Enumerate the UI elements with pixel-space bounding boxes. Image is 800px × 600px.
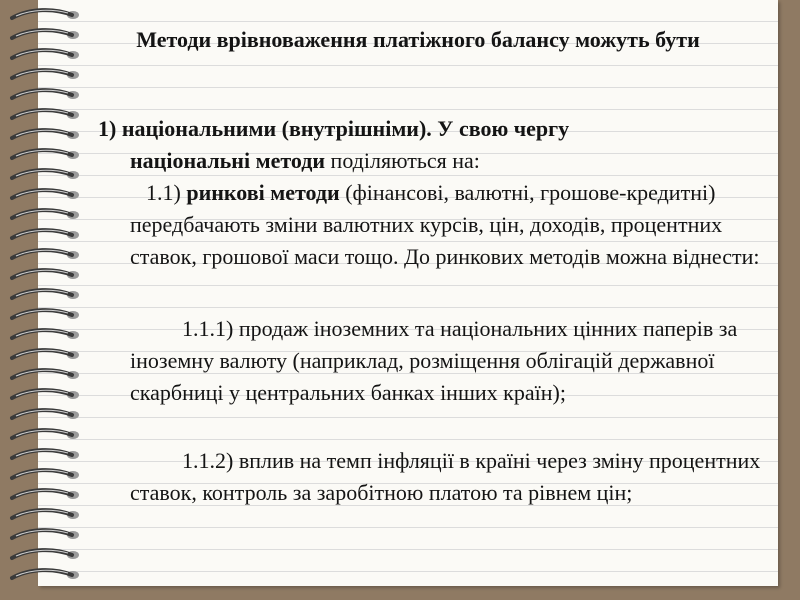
- p2-text: (фінансові, валютні, грошове-кредитні) передбачають зміни валютних курсів, цін, доходів, процентних ставок, грошової маси тощо. До ринкових методів можна віднести:: [130, 180, 760, 269]
- paragraph-market-methods: [130, 177, 770, 273]
- p1-rest: поділяються на:: [325, 148, 480, 173]
- p1-bold-term: національні методи: [130, 148, 326, 173]
- paragraph-inflation-influence: 1.1.2) вплив на темп інфляції в країні через зміну процентних ставок, контроль за заробітною платою та рівнем цін;: [130, 448, 761, 505]
- paragraph-national-methods: [98, 113, 738, 177]
- p1-lead: 1) національними (внутрішніми). У свою чергу: [98, 116, 570, 141]
- p2-number: 1.1): [146, 180, 187, 205]
- slide-title: Методи врівноваження платіжного балансу можуть бути: [136, 27, 700, 52]
- p1-continuation: [98, 145, 738, 177]
- slide-content: [38, 0, 778, 586]
- p2-bold-term: ринкові методи: [186, 180, 340, 205]
- paragraph-securities-sale: 1.1.1) продаж іноземних та національних цінних паперів за іноземну валюту (наприклад, розміщення облігацій державної скарбниці у центральних банках інших країн);: [130, 316, 738, 405]
